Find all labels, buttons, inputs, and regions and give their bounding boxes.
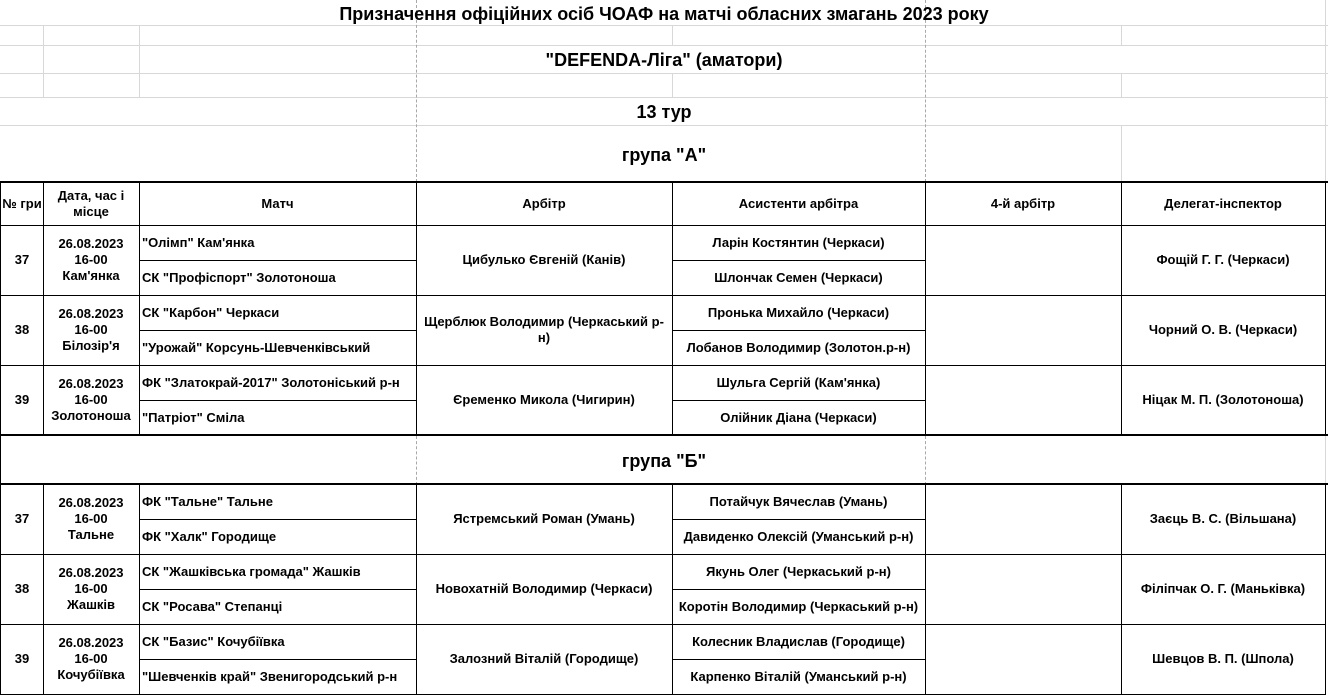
fourth-referee [925, 225, 1122, 296]
fourth-referee [925, 484, 1122, 555]
assistant-1: Шульга Сергій (Кам'янка) [672, 365, 926, 401]
assistant-2: Коротін Володимир (Черкаський р-н) [672, 589, 926, 625]
game-number: 38 [0, 554, 44, 625]
header-fourth-referee: 4-й арбітр [925, 182, 1122, 226]
group-a-title: група "А" [621, 145, 707, 165]
referee-name: Новохатній Володимир (Черкаси) [416, 554, 673, 625]
grid-line [0, 97, 1328, 98]
assistant-1: Ларін Костянтин (Черкаси) [672, 225, 926, 261]
fourth-referee [925, 295, 1122, 366]
referee-name: Залозний Віталій (Городище) [416, 624, 673, 695]
referee-name: Цибулько Євгеній (Канів) [416, 225, 673, 296]
away-team: "Урожай" Корсунь-Шевченківський [139, 330, 417, 366]
referee-name: Єременко Микола (Чигирин) [416, 365, 673, 436]
game-number: 39 [0, 365, 44, 436]
group-b-title: група "Б" [621, 451, 707, 471]
group-b-header-border [0, 483, 1328, 485]
round-title: 13 тур [636, 102, 692, 122]
home-team: СК "Базис" Кочубіївка [139, 624, 417, 660]
game-number: 38 [0, 295, 44, 366]
delegate-name: Ніцак М. П. (Золотоноша) [1121, 365, 1326, 436]
delegate-name: Фощій Г. Г. (Черкаси) [1121, 225, 1326, 296]
grid-line [672, 73, 673, 97]
grid-line [0, 73, 1328, 74]
header-num: № гри [0, 182, 44, 226]
away-team: СК "Профіспорт" Золотоноша [139, 260, 417, 296]
game-datetime-place: 26.08.2023 16-00 Кочубіївка [43, 624, 140, 695]
assistant-1: Пронька Михайло (Черкаси) [672, 295, 926, 331]
grid-line [0, 45, 1328, 46]
header-referee: Арбітр [416, 182, 673, 226]
game-datetime-place: 26.08.2023 16-00 Тальне [43, 484, 140, 555]
away-team: "Патріот" Сміла [139, 400, 417, 436]
home-team: СК "Карбон" Черкаси [139, 295, 417, 331]
game-datetime-place: 26.08.2023 16-00 Жашків [43, 554, 140, 625]
game-datetime-place: 26.08.2023 16-00 Золотоноша [43, 365, 140, 436]
document-title: Призначення офіційних осіб ЧОАФ на матчі обласних змагань 2023 року [339, 4, 989, 24]
delegate-name: Філіпчак О. Г. (Маньківка) [1121, 554, 1326, 625]
assistant-1: Потайчук Вячеслав (Умань) [672, 484, 926, 520]
home-team: "Олімп" Кам'янка [139, 225, 417, 261]
away-team: ФК "Халк" Городище [139, 519, 417, 555]
assistant-1: Якунь Олег (Черкаський р-н) [672, 554, 926, 590]
game-number: 37 [0, 484, 44, 555]
fourth-referee [925, 365, 1122, 436]
away-team: "Шевченків край" Звенигородський р-н [139, 659, 417, 695]
assistant-2: Лобанов Володимир (Золотон.р-н) [672, 330, 926, 366]
header-match: Матч [139, 182, 417, 226]
assistant-2: Карпенко Віталій (Уманський р-н) [672, 659, 926, 695]
header-assistants: Асистенти арбітра [672, 182, 926, 226]
game-number: 39 [0, 624, 44, 695]
league-title: "DEFENDA-Ліга" (аматори) [545, 50, 783, 70]
fourth-referee [925, 624, 1122, 695]
delegate-name: Шевцов В. П. (Шпола) [1121, 624, 1326, 695]
referee-name: Ястремський Роман (Умань) [416, 484, 673, 555]
grid-line [1121, 25, 1122, 45]
assistant-2: Давиденко Олексій (Уманський р-н) [672, 519, 926, 555]
assistant-1: Колесник Владислав (Городище) [672, 624, 926, 660]
game-datetime-place: 26.08.2023 16-00 Білозір'я [43, 295, 140, 366]
header-datetime: Дата, час і місце [43, 182, 140, 226]
home-team: СК "Жашківська громада" Жашків [139, 554, 417, 590]
game-number: 37 [0, 225, 44, 296]
grid-line [0, 25, 1328, 26]
game-datetime-place: 26.08.2023 16-00 Кам'янка [43, 225, 140, 296]
delegate-name: Чорний О. В. (Черкаси) [1121, 295, 1326, 366]
away-team: СК "Росава" Степанці [139, 589, 417, 625]
grid-line [1121, 73, 1122, 97]
assistant-2: Шлончак Семен (Черкаси) [672, 260, 926, 296]
fourth-referee [925, 554, 1122, 625]
header-top-border [0, 181, 1328, 183]
group-a-bottom-border [0, 434, 1328, 436]
home-team: ФК "Тальне" Тальне [139, 484, 417, 520]
delegate-name: Заєць В. С. (Вільшана) [1121, 484, 1326, 555]
assistant-2: Олійник Діана (Черкаси) [672, 400, 926, 436]
grid-line [0, 125, 1328, 126]
home-team: ФК "Златокрай-2017" Золотоніський р-н [139, 365, 417, 401]
header-delegate: Делегат-інспектор [1121, 182, 1326, 226]
referee-name: Щерблюк Володимир (Черкаський р-н) [416, 295, 673, 366]
grid-line [672, 25, 673, 45]
